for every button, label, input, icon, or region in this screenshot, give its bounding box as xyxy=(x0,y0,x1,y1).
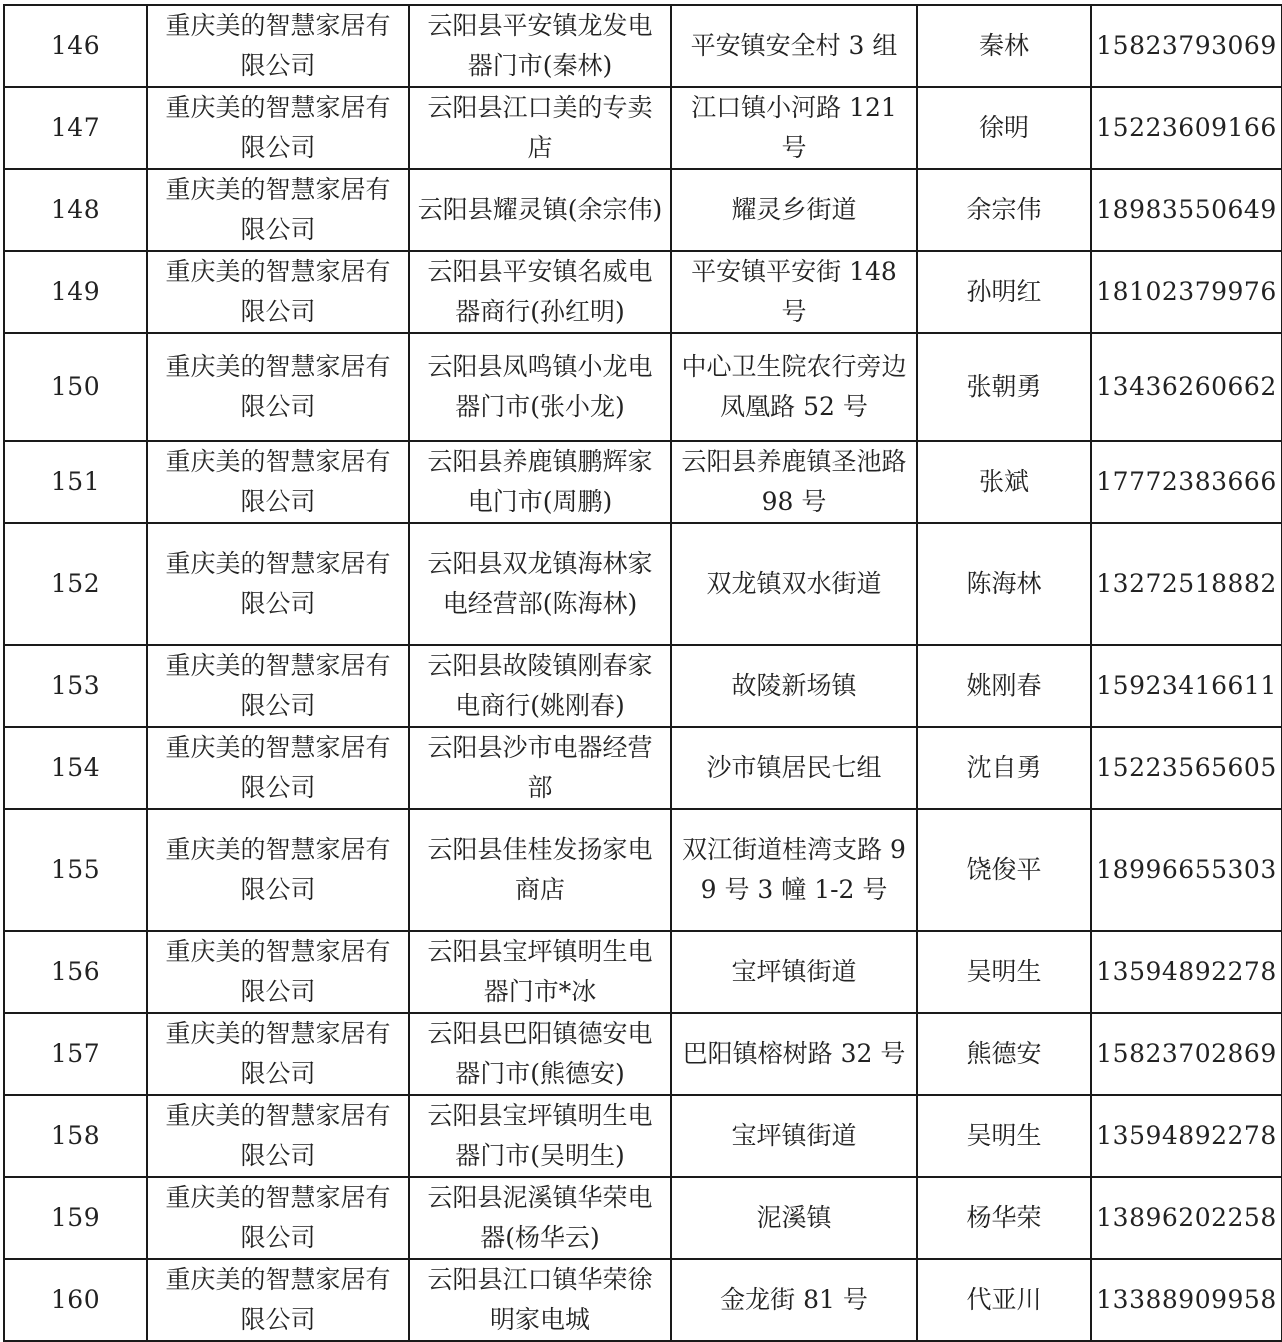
phone-cell: 13272518882 xyxy=(1091,523,1282,645)
table-row xyxy=(4,1259,1282,1341)
contact-cell: 张斌 xyxy=(917,441,1091,523)
company-cell: 重庆美的智慧家居有限公司 xyxy=(147,809,409,931)
row-number: 160 xyxy=(4,1259,147,1341)
table-row xyxy=(4,727,1282,809)
phone-cell: 15823793069 xyxy=(1091,5,1282,87)
table-body xyxy=(4,5,1282,1341)
table-row xyxy=(4,809,1282,931)
store-cell: 云阳县凤鸣镇小龙电器门市(张小龙) xyxy=(409,333,671,441)
contact-cell: 秦林 xyxy=(917,5,1091,87)
dealer-table xyxy=(3,4,1282,1342)
store-cell: 云阳县双龙镇海林家电经营部(陈海林) xyxy=(409,523,671,645)
phone-cell: 13594892278 xyxy=(1091,931,1282,1013)
store-cell: 云阳县江口镇华荣徐明家电城 xyxy=(409,1259,671,1341)
company-cell: 重庆美的智慧家居有限公司 xyxy=(147,441,409,523)
contact-cell: 吴明生 xyxy=(917,931,1091,1013)
company-cell: 重庆美的智慧家居有限公司 xyxy=(147,645,409,727)
row-number: 155 xyxy=(4,809,147,931)
address-cell: 宝坪镇街道 xyxy=(671,1095,917,1177)
company-cell: 重庆美的智慧家居有限公司 xyxy=(147,1013,409,1095)
phone-cell: 13388909958 xyxy=(1091,1259,1282,1341)
company-cell: 重庆美的智慧家居有限公司 xyxy=(147,87,409,169)
store-cell: 云阳县宝坪镇明生电器门市(吴明生) xyxy=(409,1095,671,1177)
table-row xyxy=(4,645,1282,727)
contact-cell: 吴明生 xyxy=(917,1095,1091,1177)
row-number: 147 xyxy=(4,87,147,169)
address-cell: 双江街道桂湾支路 99 号 3 幢 1-2 号 xyxy=(671,809,917,931)
contact-cell: 陈海林 xyxy=(917,523,1091,645)
company-cell: 重庆美的智慧家居有限公司 xyxy=(147,1259,409,1341)
address-cell: 平安镇安全村 3 组 xyxy=(671,5,917,87)
table-row xyxy=(4,441,1282,523)
address-cell: 双龙镇双水街道 xyxy=(671,523,917,645)
company-cell: 重庆美的智慧家居有限公司 xyxy=(147,1177,409,1259)
address-cell: 云阳县养鹿镇圣池路 98 号 xyxy=(671,441,917,523)
row-number: 156 xyxy=(4,931,147,1013)
address-cell: 宝坪镇街道 xyxy=(671,931,917,1013)
company-cell: 重庆美的智慧家居有限公司 xyxy=(147,727,409,809)
table-row xyxy=(4,5,1282,87)
phone-cell: 13436260662 xyxy=(1091,333,1282,441)
store-cell: 云阳县佳桂发扬家电商店 xyxy=(409,809,671,931)
phone-cell: 18983550649 xyxy=(1091,169,1282,251)
company-cell: 重庆美的智慧家居有限公司 xyxy=(147,523,409,645)
address-cell: 江口镇小河路 121 号 xyxy=(671,87,917,169)
row-number: 152 xyxy=(4,523,147,645)
contact-cell: 熊德安 xyxy=(917,1013,1091,1095)
address-cell: 巴阳镇榕树路 32 号 xyxy=(671,1013,917,1095)
store-cell: 云阳县养鹿镇鹏辉家电门市(周鹏) xyxy=(409,441,671,523)
contact-cell: 代亚川 xyxy=(917,1259,1091,1341)
phone-cell: 13896202258 xyxy=(1091,1177,1282,1259)
phone-cell: 18996655303 xyxy=(1091,809,1282,931)
contact-cell: 徐明 xyxy=(917,87,1091,169)
company-cell: 重庆美的智慧家居有限公司 xyxy=(147,5,409,87)
phone-cell: 15823702869 xyxy=(1091,1013,1282,1095)
contact-cell: 孙明红 xyxy=(917,251,1091,333)
table-row xyxy=(4,1177,1282,1259)
address-cell: 沙市镇居民七组 xyxy=(671,727,917,809)
company-cell: 重庆美的智慧家居有限公司 xyxy=(147,333,409,441)
contact-cell: 饶俊平 xyxy=(917,809,1091,931)
phone-cell: 13594892278 xyxy=(1091,1095,1282,1177)
row-number: 157 xyxy=(4,1013,147,1095)
store-cell: 云阳县江口美的专卖店 xyxy=(409,87,671,169)
table-row xyxy=(4,1013,1282,1095)
address-cell: 金龙街 81 号 xyxy=(671,1259,917,1341)
address-cell: 平安镇平安街 148 号 xyxy=(671,251,917,333)
contact-cell: 沈自勇 xyxy=(917,727,1091,809)
company-cell: 重庆美的智慧家居有限公司 xyxy=(147,169,409,251)
store-cell: 云阳县宝坪镇明生电器门市*冰 xyxy=(409,931,671,1013)
store-cell: 云阳县平安镇名威电器商行(孙红明) xyxy=(409,251,671,333)
row-number: 158 xyxy=(4,1095,147,1177)
table-row xyxy=(4,931,1282,1013)
table-row xyxy=(4,251,1282,333)
address-cell: 泥溪镇 xyxy=(671,1177,917,1259)
address-cell: 耀灵乡街道 xyxy=(671,169,917,251)
company-cell: 重庆美的智慧家居有限公司 xyxy=(147,1095,409,1177)
table-row xyxy=(4,333,1282,441)
store-cell: 云阳县泥溪镇华荣电器(杨华云) xyxy=(409,1177,671,1259)
row-number: 148 xyxy=(4,169,147,251)
phone-cell: 17772383666 xyxy=(1091,441,1282,523)
store-cell: 云阳县沙市电器经营部 xyxy=(409,727,671,809)
table-row xyxy=(4,523,1282,645)
row-number: 159 xyxy=(4,1177,147,1259)
row-number: 146 xyxy=(4,5,147,87)
contact-cell: 姚刚春 xyxy=(917,645,1091,727)
table-row xyxy=(4,87,1282,169)
company-cell: 重庆美的智慧家居有限公司 xyxy=(147,251,409,333)
row-number: 150 xyxy=(4,333,147,441)
contact-cell: 张朝勇 xyxy=(917,333,1091,441)
company-cell: 重庆美的智慧家居有限公司 xyxy=(147,931,409,1013)
table-row xyxy=(4,169,1282,251)
contact-cell: 杨华荣 xyxy=(917,1177,1091,1259)
store-cell: 云阳县耀灵镇(余宗伟) xyxy=(409,169,671,251)
row-number: 154 xyxy=(4,727,147,809)
phone-cell: 15223609166 xyxy=(1091,87,1282,169)
address-cell: 故陵新场镇 xyxy=(671,645,917,727)
address-cell: 中心卫生院农行旁边凤凰路 52 号 xyxy=(671,333,917,441)
phone-cell: 15223565605 xyxy=(1091,727,1282,809)
table-row xyxy=(4,1095,1282,1177)
row-number: 153 xyxy=(4,645,147,727)
row-number: 151 xyxy=(4,441,147,523)
store-cell: 云阳县故陵镇刚春家电商行(姚刚春) xyxy=(409,645,671,727)
phone-cell: 18102379976 xyxy=(1091,251,1282,333)
store-cell: 云阳县巴阳镇德安电器门市(熊德安) xyxy=(409,1013,671,1095)
row-number: 149 xyxy=(4,251,147,333)
store-cell: 云阳县平安镇龙发电器门市(秦林) xyxy=(409,5,671,87)
contact-cell: 余宗伟 xyxy=(917,169,1091,251)
phone-cell: 15923416611 xyxy=(1091,645,1282,727)
